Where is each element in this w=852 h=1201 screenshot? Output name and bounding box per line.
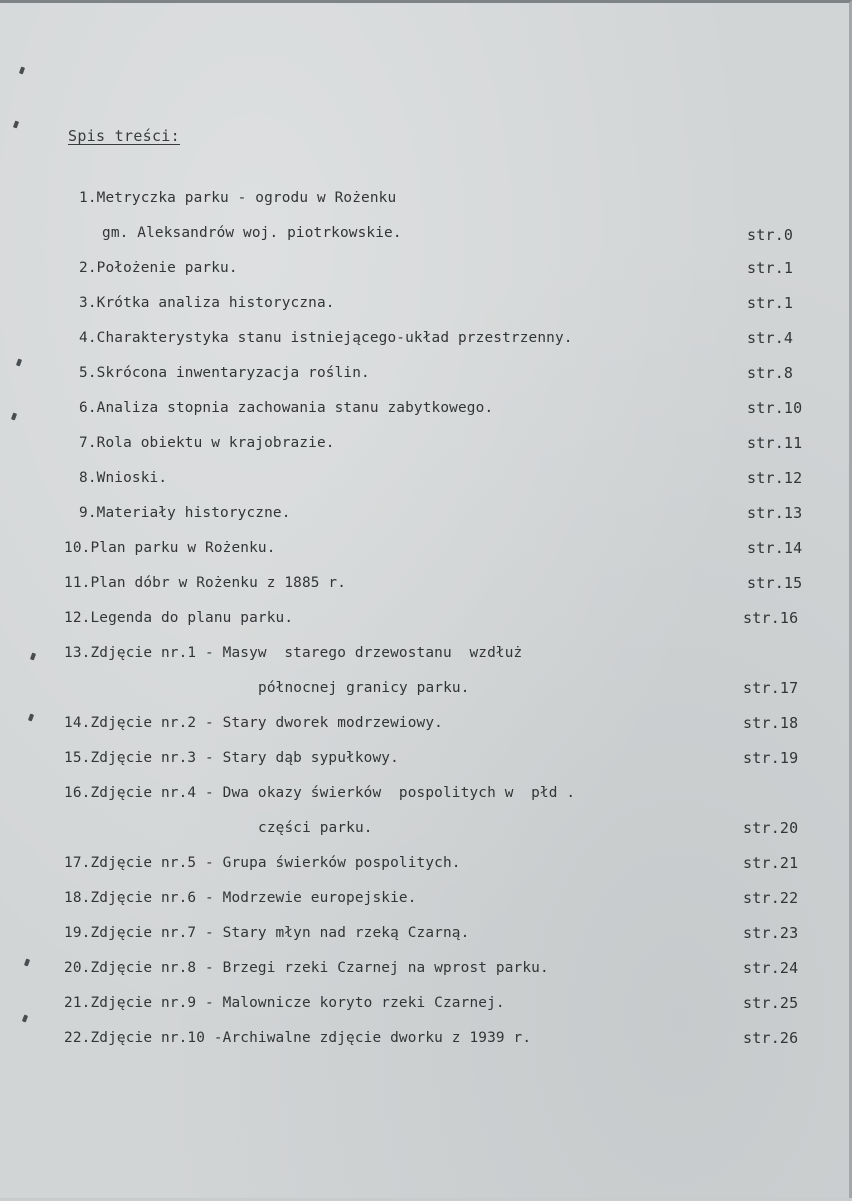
toc-entry-title: 9.Materiały historyczne. xyxy=(79,505,291,521)
toc-entry-page: str.20 xyxy=(743,819,799,837)
toc-entry-title: 5.Skrócona inwentaryzacja roślin. xyxy=(79,365,370,381)
toc-entry-page: str.19 xyxy=(743,749,799,767)
toc-entry xyxy=(0,467,852,502)
toc-entry-page: str.21 xyxy=(743,854,799,872)
toc-entry xyxy=(0,992,852,1027)
toc-entry-page: str.14 xyxy=(747,539,803,557)
toc-entry-page: str.1 xyxy=(747,294,794,312)
toc-entry-page: str.23 xyxy=(743,924,799,942)
toc-entry xyxy=(0,957,852,992)
toc-entry-title: 21.Zdjęcie nr.9 - Malownicze koryto rzeki Czarnej. xyxy=(64,995,505,1011)
toc-entry xyxy=(0,642,852,712)
toc-entry xyxy=(0,362,852,397)
toc-entry-title: 6.Analiza stopnia zachowania stanu zabytkowego. xyxy=(79,400,494,416)
toc-entry-page: str.25 xyxy=(743,994,799,1012)
toc-entry-title-continuation: gm. Aleksandrów woj. piotrkowskie. xyxy=(102,225,402,241)
toc-entry-page: str.1 xyxy=(747,259,794,277)
toc-entry-title: 10.Plan parku w Rożenku. xyxy=(64,540,276,556)
toc-entry-page: str.4 xyxy=(747,329,794,347)
toc-entry-page: str.0 xyxy=(747,226,794,244)
table-of-contents xyxy=(0,3,852,1201)
toc-entry xyxy=(0,327,852,362)
toc-entry-title: 13.Zdjęcie nr.1 - Masyw starego drzewostanu wzdłuż xyxy=(64,645,523,661)
toc-entry-title: 8.Wnioski. xyxy=(79,470,168,486)
toc-entry-title-continuation: północnej granicy parku. xyxy=(258,680,470,696)
toc-entry-title: 2.Położenie parku. xyxy=(79,260,238,276)
toc-entry xyxy=(0,1027,852,1062)
toc-entry-page: str.13 xyxy=(747,504,803,522)
toc-entry-title: 15.Zdjęcie nr.3 - Stary dąb sypułkowy. xyxy=(64,750,399,766)
toc-entry xyxy=(0,397,852,432)
toc-entry-title: 1.Metryczka parku - ogrodu w Rożenku xyxy=(79,190,397,206)
toc-entry-title: 22.Zdjęcie nr.10 -Archiwalne zdjęcie dworku z 1939 r. xyxy=(64,1030,532,1046)
toc-entry-title: 7.Rola obiektu w krajobrazie. xyxy=(79,435,335,451)
toc-entry-title: 12.Legenda do planu parku. xyxy=(64,610,294,626)
toc-entry xyxy=(0,257,852,292)
toc-entry xyxy=(0,607,852,642)
toc-entry xyxy=(0,852,852,887)
toc-entry-page: str.11 xyxy=(747,434,803,452)
toc-heading: Spis treści: xyxy=(68,127,180,145)
toc-entry-page: str.18 xyxy=(743,714,799,732)
toc-entry xyxy=(0,712,852,747)
toc-entry xyxy=(0,922,852,957)
toc-entry xyxy=(0,502,852,537)
toc-entry-title: 17.Zdjęcie nr.5 - Grupa świerków pospolitych. xyxy=(64,855,461,871)
toc-entry-title: 19.Zdjęcie nr.7 - Stary młyn nad rzeką Czarną. xyxy=(64,925,470,941)
toc-entry-page: str.12 xyxy=(747,469,803,487)
toc-entry-page: str.26 xyxy=(743,1029,799,1047)
toc-entry xyxy=(0,782,852,852)
toc-entry-title-continuation: części parku. xyxy=(258,820,373,836)
toc-entry-page: str.8 xyxy=(747,364,794,382)
toc-entry xyxy=(0,187,852,257)
toc-entry-title: 20.Zdjęcie nr.8 - Brzegi rzeki Czarnej na wprost parku. xyxy=(64,960,549,976)
toc-entry-page: str.16 xyxy=(743,609,799,627)
toc-entry xyxy=(0,432,852,467)
toc-entry-title: 14.Zdjęcie nr.2 - Stary dworek modrzewiowy. xyxy=(64,715,443,731)
toc-entry-page: str.15 xyxy=(747,574,803,592)
toc-entry-title: 11.Plan dóbr w Rożenku z 1885 r. xyxy=(64,575,347,591)
toc-entry xyxy=(0,537,852,572)
toc-entry-page: str.24 xyxy=(743,959,799,977)
toc-entry-title: 16.Zdjęcie nr.4 - Dwa okazy świerków pospolitych w płd . xyxy=(64,785,576,801)
toc-entry xyxy=(0,747,852,782)
toc-entry-title: 18.Zdjęcie nr.6 - Modrzewie europejskie. xyxy=(64,890,417,906)
toc-entry xyxy=(0,292,852,327)
toc-entry-title: 3.Krótka analiza historyczna. xyxy=(79,295,335,311)
toc-entry-title: 4.Charakterystyka stanu istniejącego-układ przestrzenny. xyxy=(79,330,573,346)
toc-entry xyxy=(0,887,852,922)
toc-entry xyxy=(0,572,852,607)
toc-entry-page: str.17 xyxy=(743,679,799,697)
toc-entry-page: str.10 xyxy=(747,399,803,417)
toc-entry-page: str.22 xyxy=(743,889,799,907)
